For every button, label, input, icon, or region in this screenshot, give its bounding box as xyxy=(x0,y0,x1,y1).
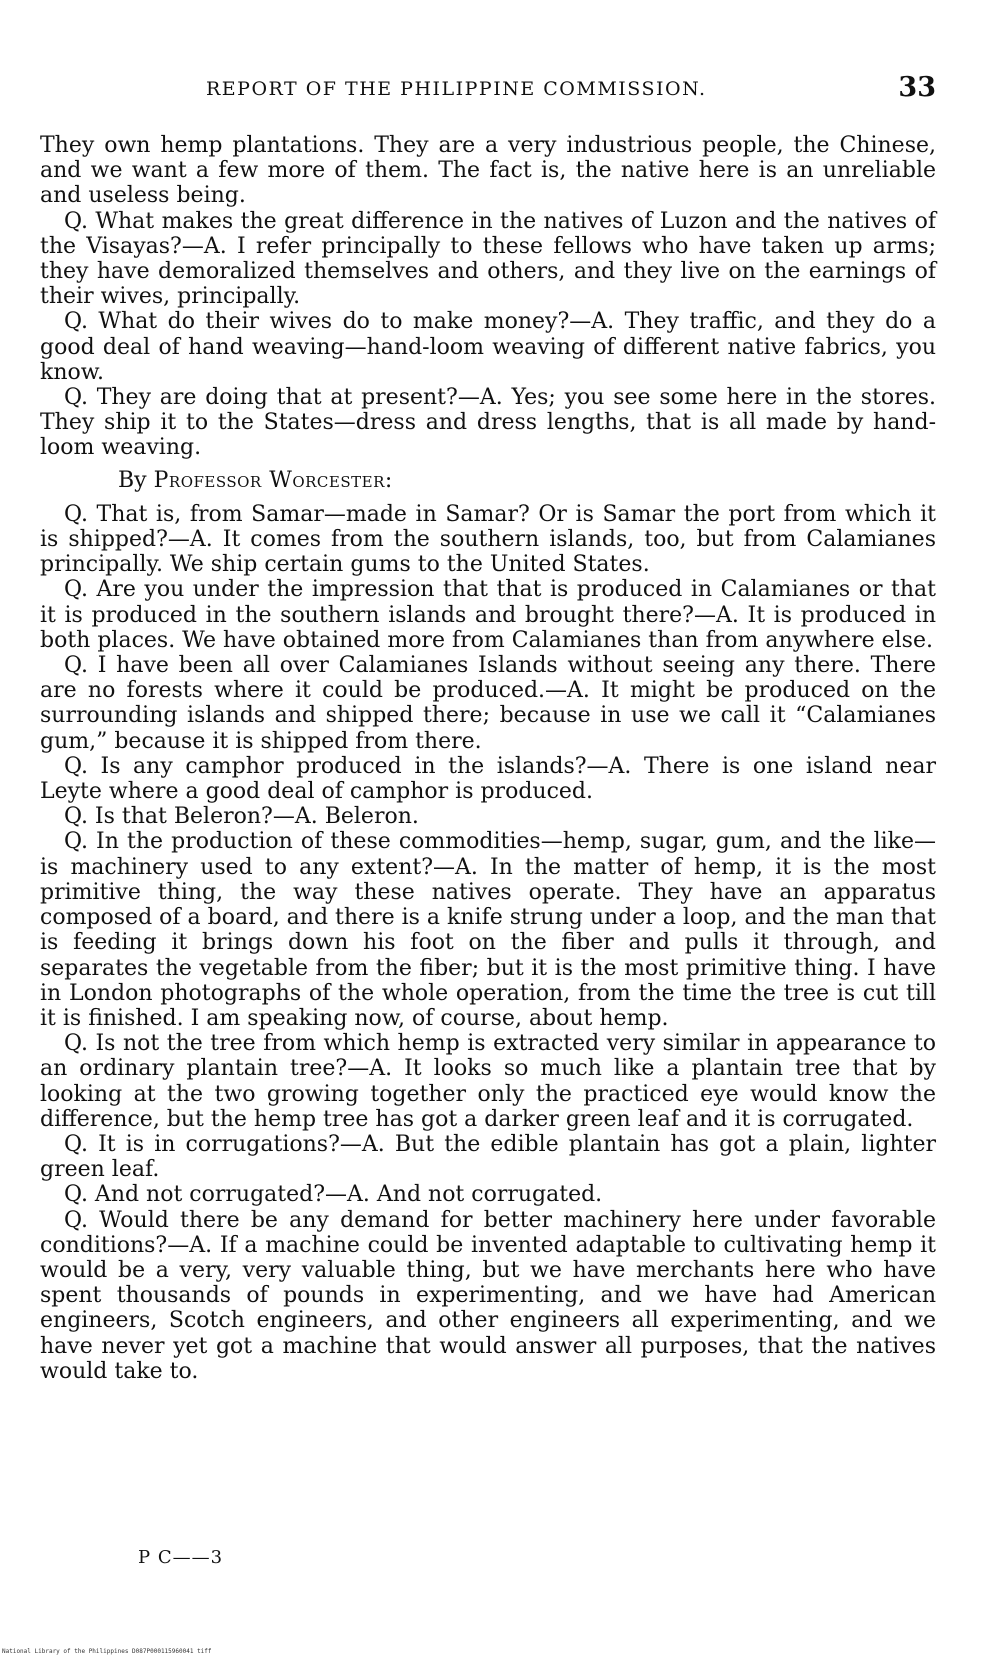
paragraph: Q. Is any camphor produced in the islands?—A. There is one island near Leyte where a good deal of camphor is produced. xyxy=(40,753,936,805)
paragraph: Q. Would there be any demand for better machinery here under favorable conditions?—A. If a machine could be invented adaptable to cultivating hemp it would be a very, very valuable thing, but we have merchants here who have spent thousands of pounds in experimenting, and we have had American engineers, Scotch engineers, and other engineers all experimenting, and we have never yet got a machine that would answer all purposes, that the natives would take to. xyxy=(40,1207,936,1384)
page-number: 33 xyxy=(898,72,936,103)
speaker-heading xyxy=(118,468,936,493)
paragraph: Q. I have been all over Calamianes Islands without seeing any there. There are no forests where it could be produced.—A. It might be produced on the surrounding islands and shipped there; because in use we call it “Calamianes gum,” because it is shipped from there. xyxy=(40,653,936,754)
paragraph: Q. Is not the tree from which hemp is extracted very similar in appearance to an ordinary plantain tree?—A. It looks so much like a plantain tree that by looking at the two growing together only the practiced eye would know the difference, but the hemp tree has got a darker green leaf and it is corrugated. xyxy=(40,1031,936,1132)
signature-mark: P C——3 xyxy=(138,1547,224,1568)
speaker-prefix: By xyxy=(118,467,154,493)
running-title: REPORT OF THE PHILIPPINE COMMISSION. xyxy=(206,78,707,100)
paragraph: They own hemp plantations. They are a very industrious people, the Chinese, and we want a few more of them. The fact is, the native here is an unreliable and useless being. xyxy=(40,133,936,209)
paragraph: Q. What makes the great difference in the natives of Luzon and the natives of the Visayas?—A. I refer principally to these fellows who have taken up arms; they have demoralized themselves and others, and they live on the earnings of their wives, principally. xyxy=(40,208,936,310)
scan-footer-note: National Library of the Philippines D087P000115960041 tiff xyxy=(2,1648,212,1655)
body-text xyxy=(40,133,936,1384)
paragraph: Q. And not corrugated?—A. And not corrugated. xyxy=(64,1182,603,1208)
paragraph: Q. They are doing that at present?—A. Yes; you see some here in the stores. They ship it to the States—dress and dress lengths, that is all made by hand-loom weaving. xyxy=(40,385,936,461)
speaker-name: Professor Worcester: xyxy=(153,467,393,493)
paragraph: Q. Is that Beleron?—A. Beleron. xyxy=(64,804,419,830)
paragraph: Q. Are you under the impression that that is produced in Calamianes or that it is produced in the southern islands and brought there?—A. It is produced in both places. We have obtained more from Calamianes than from anywhere else. xyxy=(40,577,936,653)
paragraph: Q. What do their wives do to make money?—A. They traffic, and they do a good deal of hand weaving—hand-loom weaving of different native fabrics, you know. xyxy=(40,309,936,385)
paragraph: Q. In the production of these commodities—hemp, sugar, gum, and the like—is machinery used to any extent?—A. In the matter of hemp, it is the most primitive thing, the way these natives operate. They have an apparatus composed of a board, and there is a knife strung under a loop, and the man that is feeding it brings down his foot on the fiber and pulls it through, and separates the vegetable from the fiber; but it is the most primitive thing. I have in London photographs of the whole operation, from the time the tree is cut till it is finished. I am speaking now, of course, about hemp. xyxy=(40,829,936,1031)
paragraph: Q. It is in corrugations?—A. But the edible plantain has got a plain, lighter green leaf. xyxy=(40,1131,936,1183)
paragraph: Q. That is, from Samar—made in Samar? Or is Samar the port from which it is shipped?—A. It comes from the southern islands, too, but from Calamianes principally. We ship certain gums to the United States. xyxy=(40,501,936,578)
page-header xyxy=(40,72,940,112)
